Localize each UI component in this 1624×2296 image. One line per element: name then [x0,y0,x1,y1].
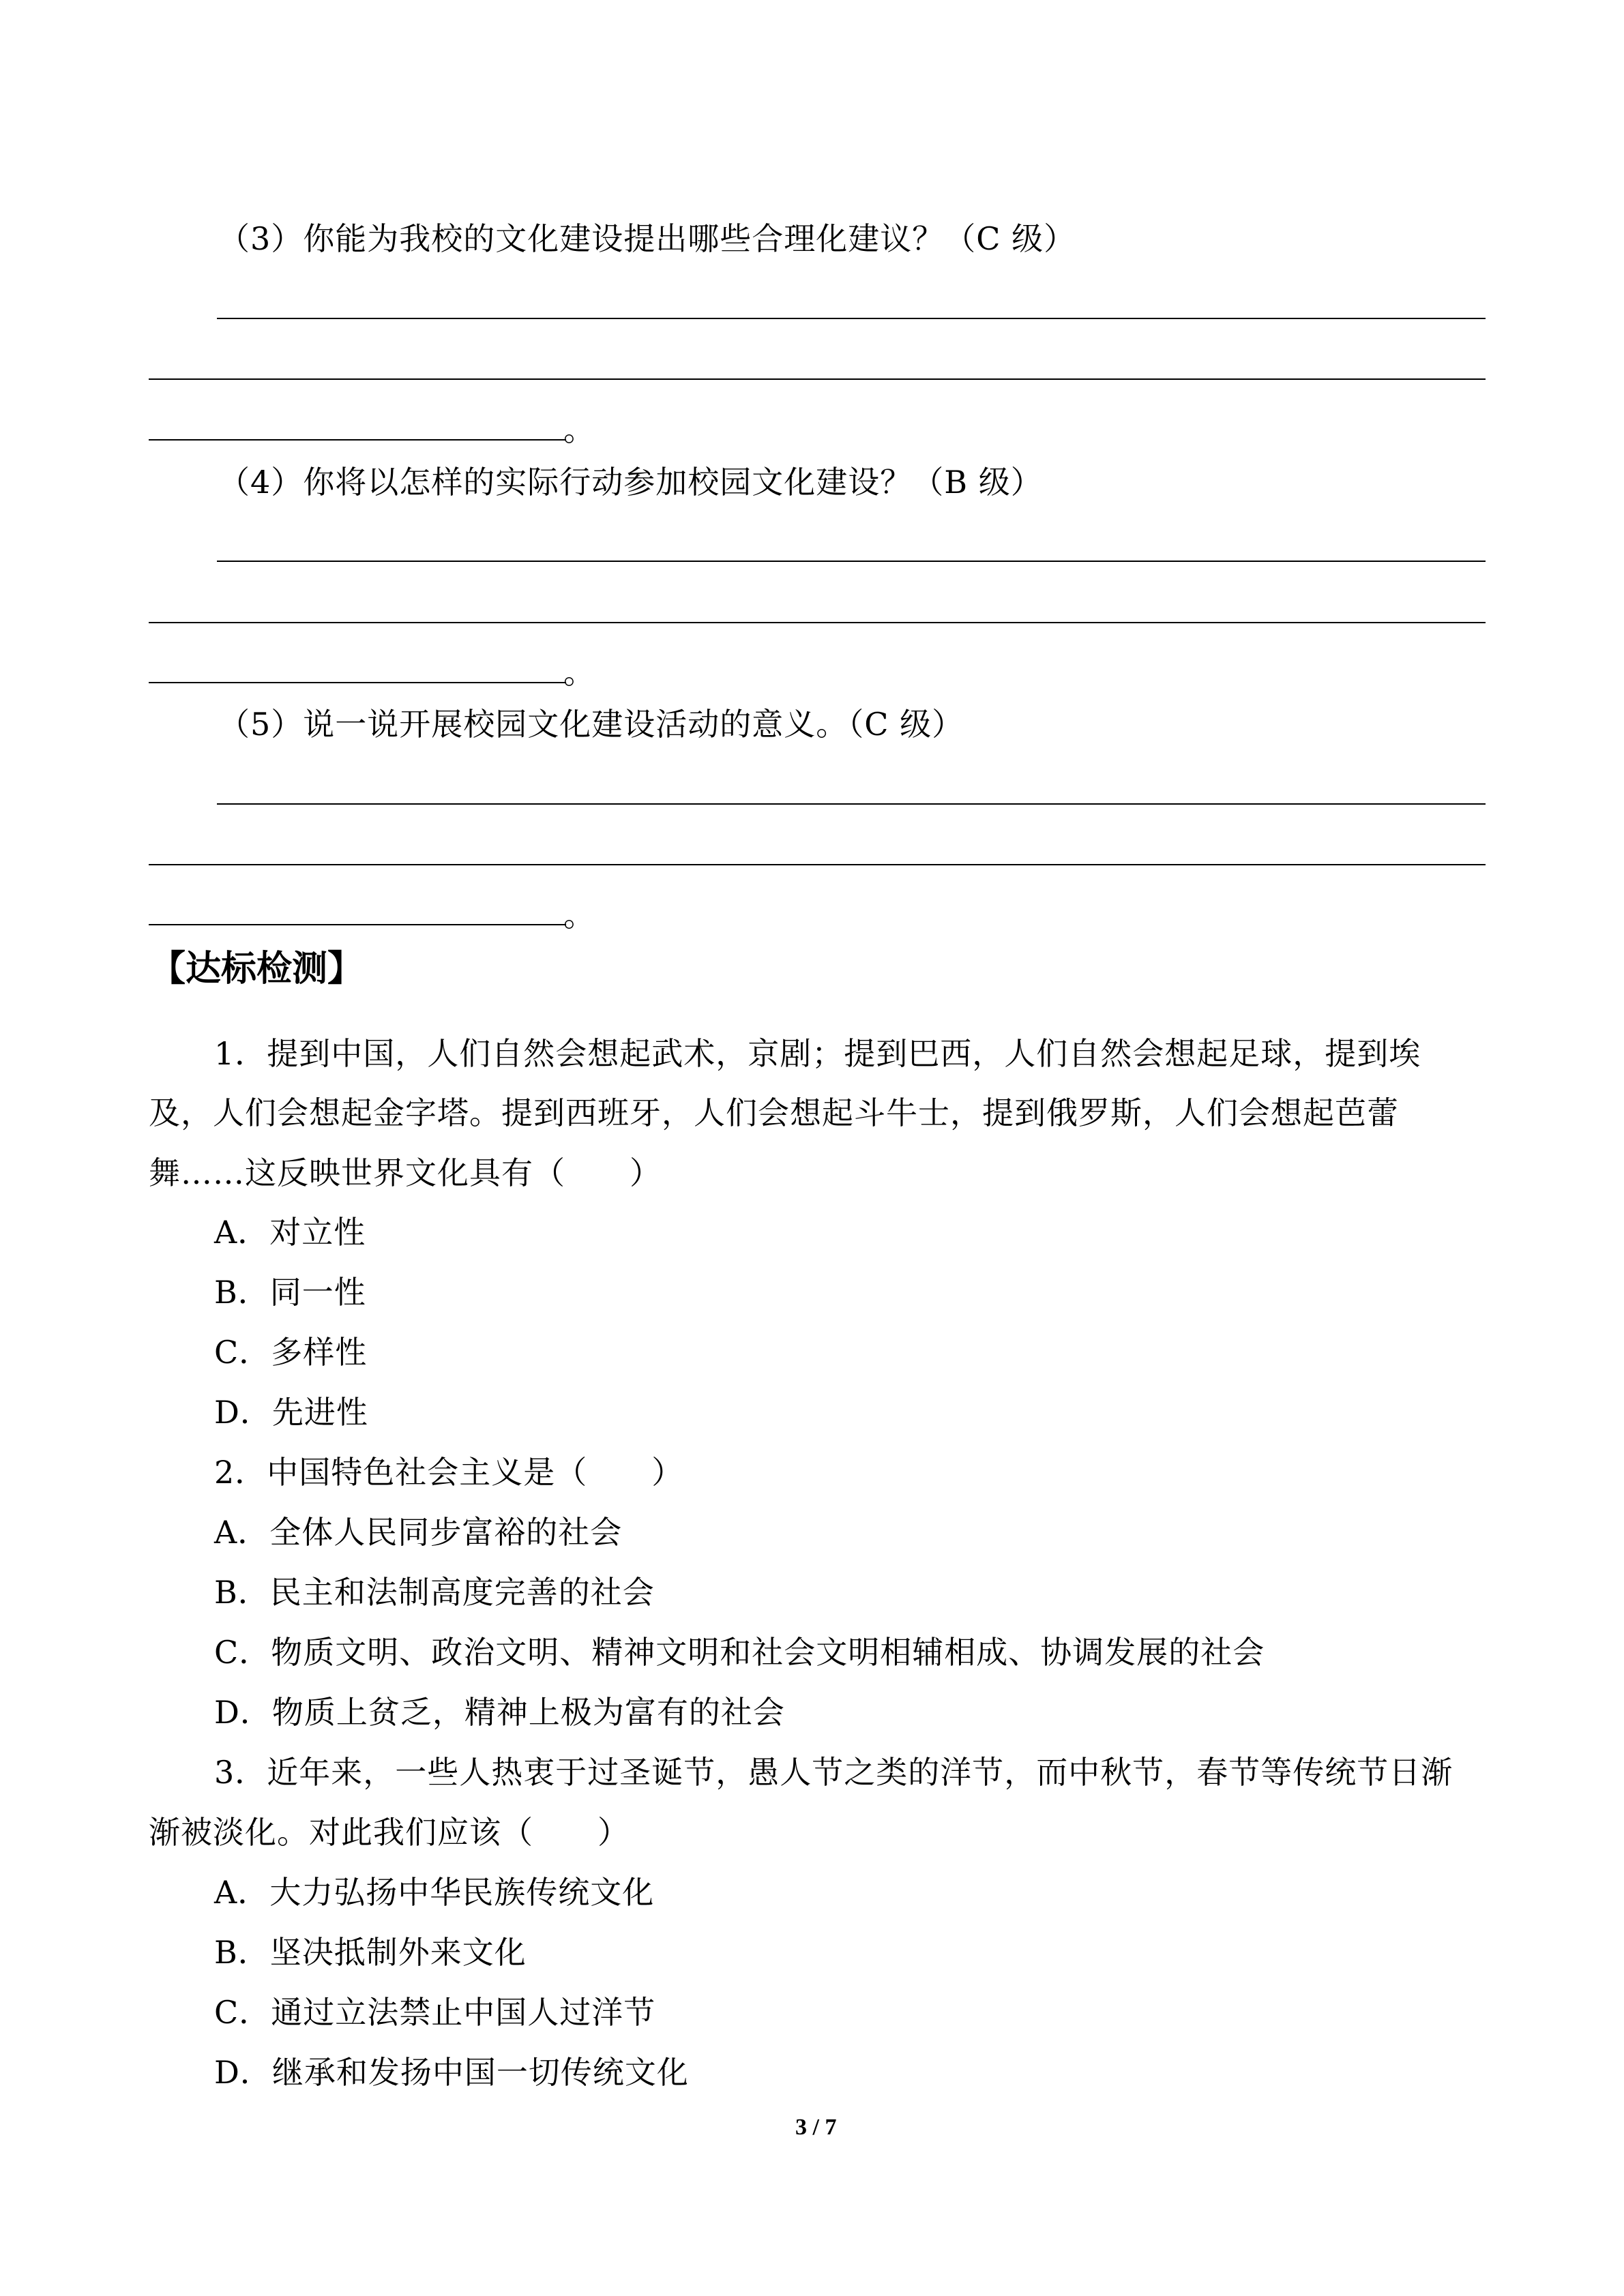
answer-line[interactable] [149,682,566,683]
question-3-text: （3）你能为我校的文化建设提出哪些合理化建议？（C 级） [218,220,1076,257]
test-item-3-stem-line: 3．近年来，一些人热衷于过圣诞节，愚人节之类的洋节，而中秋节，春节等传统节日渐 [214,1754,1453,1791]
answer-line[interactable] [149,924,566,925]
section-heading: 【达标检测】 [150,949,364,989]
option-a[interactable]: A．对立性 [214,1214,366,1251]
option-d[interactable]: D．继承和发扬中国一切传统文化 [214,2054,689,2091]
option-d[interactable]: D．物质上贫乏，精神上极为富有的社会 [214,1694,785,1731]
answer-line[interactable] [217,803,1486,805]
question-5-text: （5）说一说开展校园文化建设活动的意义。（C 级） [218,706,964,743]
test-item-1-stem-line: 1．提到中国，人们自然会想起武术，京剧；提到巴西，人们自然会想起足球，提到埃 [214,1035,1421,1072]
test-item-1-stem-line: 舞……这反映世界文化具有（ ） [149,1154,662,1191]
answer-line[interactable] [217,561,1486,562]
end-period: 。 [563,654,595,691]
test-item-1-stem-line: 及，人们会想起金字塔。提到西班牙，人们会想起斗牛士，提到俄罗斯，人们会想起芭蕾 [149,1094,1399,1131]
question-4-text: （4）你将以怎样的实际行动参加校园文化建设？（B 级） [218,464,1043,501]
option-b[interactable]: B．坚决抵制外来文化 [214,1934,527,1971]
end-period: 。 [563,897,595,934]
option-c[interactable]: C．多样性 [214,1334,368,1371]
answer-line[interactable] [149,439,566,441]
option-c[interactable]: C．通过立法禁止中国人过洋节 [214,1994,656,2031]
option-c[interactable]: C．物质文明、政治文明、精神文明和社会文明相辅相成、协调发展的社会 [214,1634,1265,1671]
answer-line[interactable] [217,318,1486,319]
answer-line[interactable] [149,378,1486,380]
test-item-2-stem-line: 2．中国特色社会主义是（ ） [214,1454,684,1491]
answer-line[interactable] [149,622,1486,623]
page-number: 3 / 7 [795,2115,837,2140]
option-b[interactable]: B．民主和法制高度完善的社会 [214,1574,655,1611]
option-b[interactable]: B．同一性 [214,1274,366,1311]
end-period: 。 [563,411,595,448]
answer-line[interactable] [149,864,1486,865]
option-a[interactable]: A．大力弘扬中华民族传统文化 [214,1874,655,1911]
option-d[interactable]: D．先进性 [214,1394,368,1431]
test-item-3-stem-line: 渐被淡化。对此我们应该（ ） [149,1814,630,1851]
option-a[interactable]: A．全体人民同步富裕的社会 [214,1514,623,1551]
